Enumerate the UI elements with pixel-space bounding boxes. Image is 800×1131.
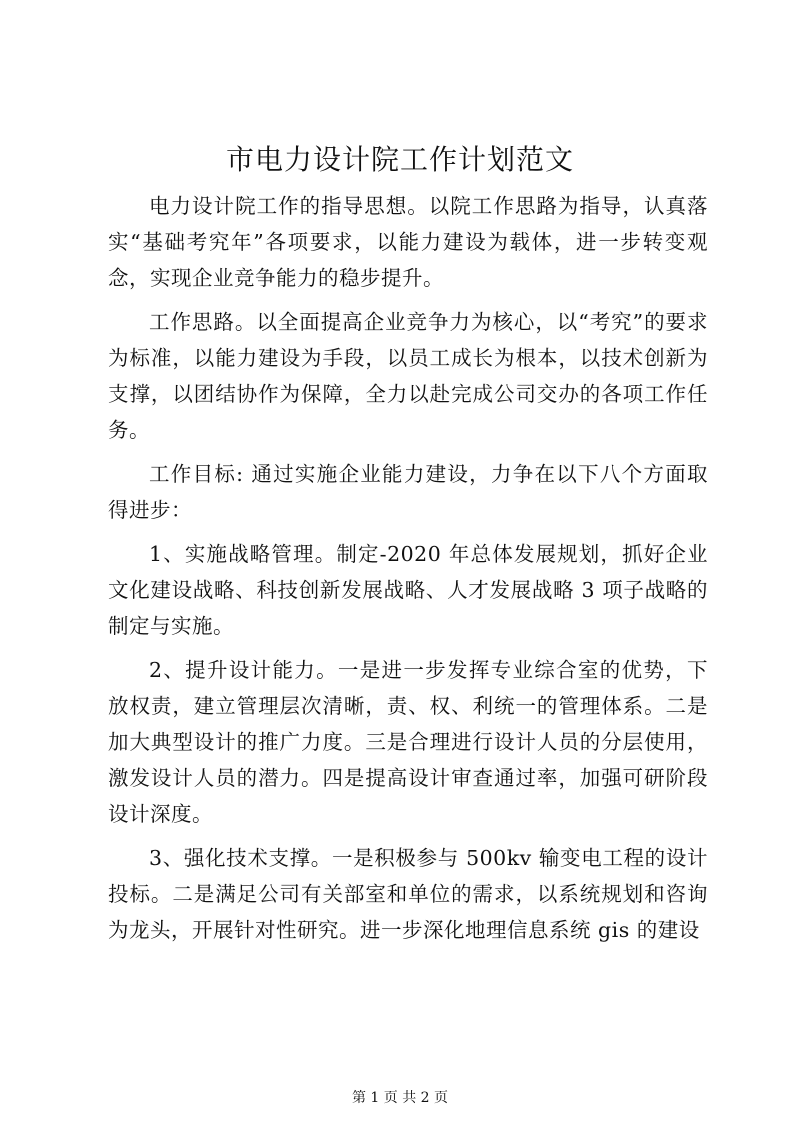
paragraph-item-1-strategy: 1、实施战略管理。制定-2020 年总体发展规划，抓好企业文化建设战略、科技创新发展战略、人才发展战略 3 项子战略的制定与实施。 bbox=[108, 542, 708, 638]
document-title: 市电力设计院工作计划范文 bbox=[225, 143, 574, 176]
document-body bbox=[108, 188, 708, 956]
paragraph-work-approach: 工作思路。以全面提高企业竞争力为核心，以“考究”的要求为标准，以能力建设为手段，以员工成长为根本，以技术创新为支撑，以团结协作为保障，全力以赴完成公司交办的各项工作任务。 bbox=[108, 310, 708, 442]
paragraph-guiding-ideology: 电力设计院工作的指导思想。以院工作思路为指导，认真落实“基础考究年”各项要求，以能力建设为载体，进一步转变观念，实现企业竞争能力的稳步提升。 bbox=[108, 194, 708, 290]
page-footer: 第 1 页 共 2 页 bbox=[351, 1090, 449, 1106]
paragraph-item-2-design: 2、提升设计能力。一是进一步发挥专业综合室的优势，下放权责，建立管理层次清晰，责、权、利统一的管理体系。二是加大典型设计的推广力度。三是合理进行设计人员的分层使用，激发设计人员的潜力。四是提高设计审查通过率，加强可研阶段设计深度。 bbox=[108, 658, 708, 826]
paragraph-work-goals: 工作目标: 通过实施企业能力建设，力争在以下八个方面取得进步： bbox=[108, 462, 708, 522]
paragraph-item-3-technical: 3、强化技术支撑。一是积极参与 500kv 输变电工程的设计投标。二是满足公司有关部室和单位的需求，以系统规划和咨询为龙头，开展针对性研究。进一步深化地理信息系统 gis 的建设 bbox=[108, 846, 708, 942]
